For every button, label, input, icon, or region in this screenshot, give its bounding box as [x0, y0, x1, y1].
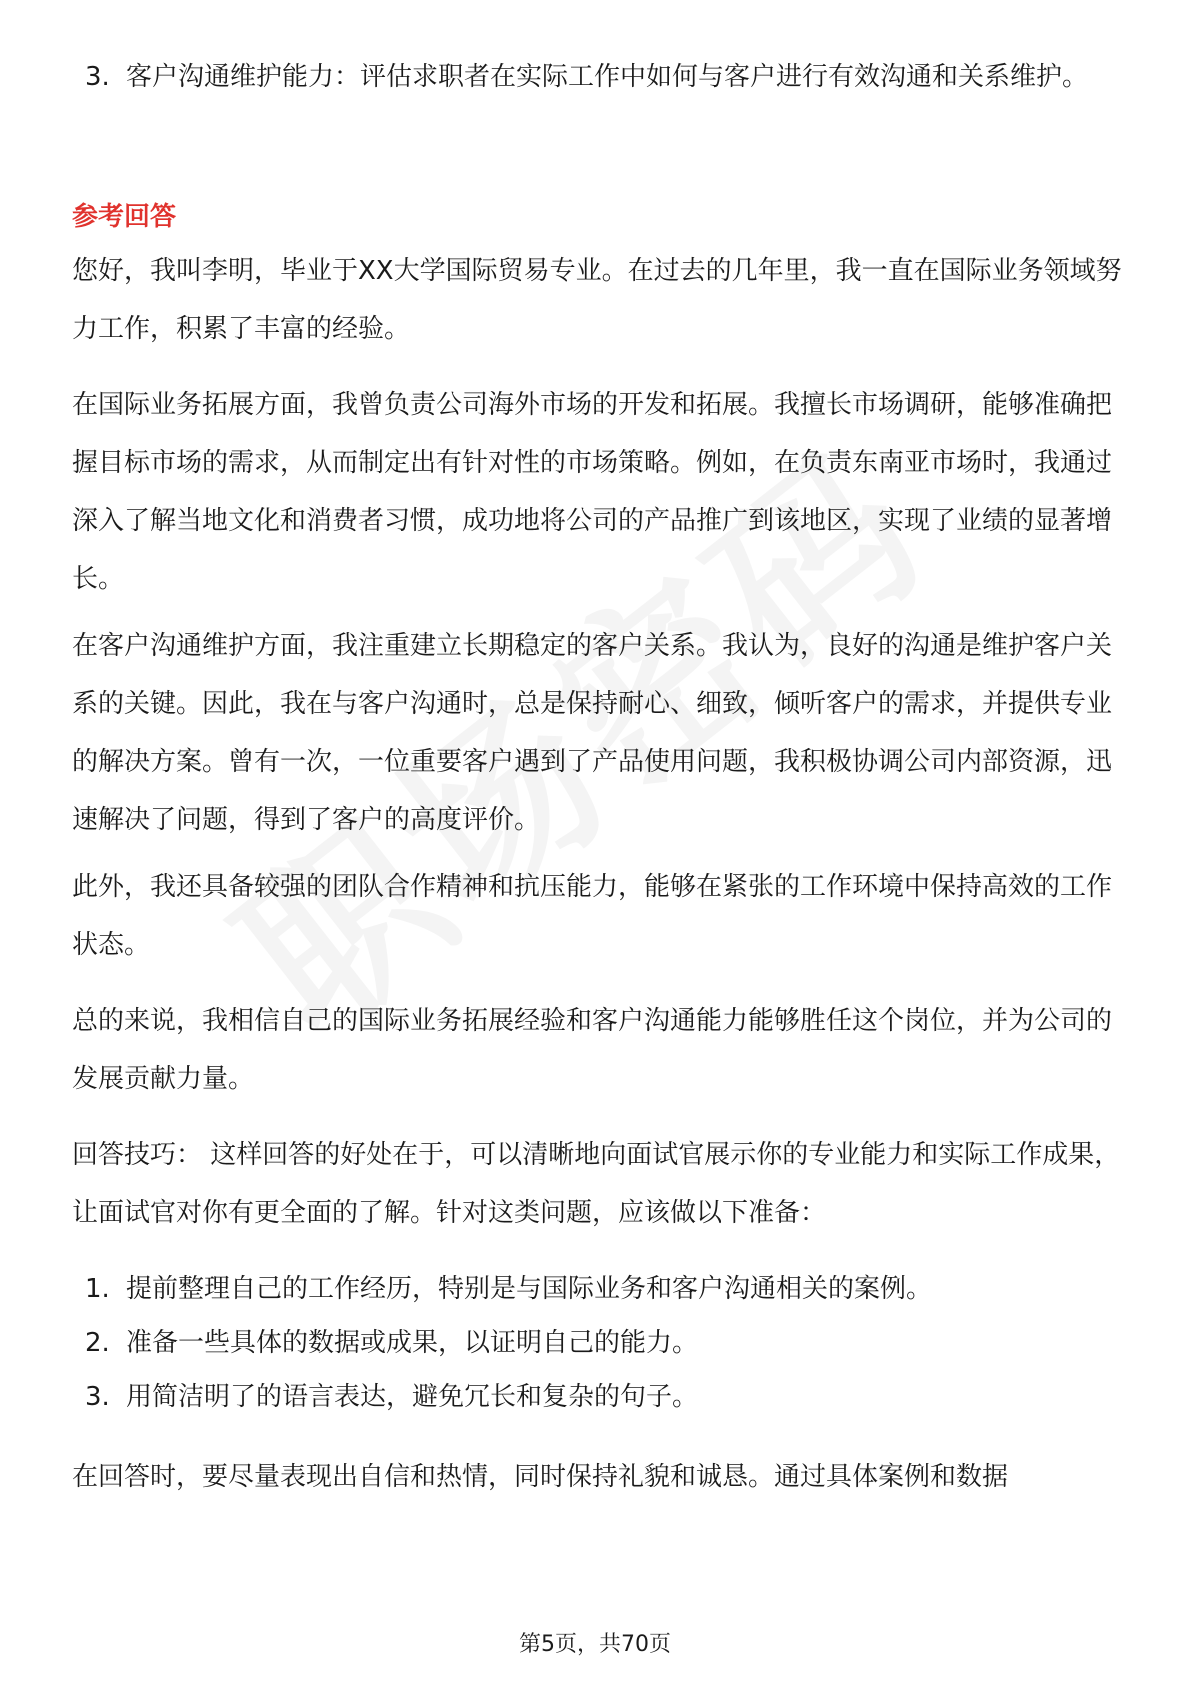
list-number: 1.: [85, 1274, 110, 1304]
requirement-item-3: [85, 48, 1135, 106]
list-item-text: 用简洁明了的语言表达，避免冗长和复杂的句子。: [126, 1382, 699, 1412]
tips-list-item: [85, 1314, 1135, 1372]
paragraph-client-communication: 在客户沟通维护方面，我注重建立长期稳定的客户关系。我认为，良好的沟通是维护客户关系的关键。因此，我在与客户沟通时，总是保持耐心、细致，倾听客户的需求，并提供专业的解决方案。曾有一次，一位重要客户遇到了产品使用问题，我积极协调公司内部资源，迅速解决了问题，得到了客户的高度评价。: [72, 631, 1113, 835]
list-number: 3.: [85, 1382, 110, 1412]
list-number: 2.: [85, 1328, 110, 1358]
tips-list-item: [85, 1260, 1135, 1318]
page-footer: 第5页，共70页: [519, 1632, 671, 1657]
list-number: 3.: [85, 62, 110, 92]
tips-list-item: [85, 1368, 1135, 1426]
paragraph-teamwork: 此外，我还具备较强的团队合作精神和抗压能力，能够在紧张的工作环境中保持高效的工作状态。: [72, 872, 1113, 960]
paragraph-summary: 总的来说，我相信自己的国际业务拓展经验和客户沟通能力能够胜任这个岗位，并为公司的发展贡献力量。: [72, 1006, 1113, 1094]
list-item-text: 提前整理自己的工作经历，特别是与国际业务和客户沟通相关的案例。: [126, 1274, 933, 1304]
list-item-text: 准备一些具体的数据或成果，以证明自己的能力。: [126, 1328, 699, 1358]
list-item-text: 客户沟通维护能力：评估求职者在实际工作中如何与客户进行有效沟通和关系维护。: [126, 62, 1089, 92]
paragraph-intro: 您好，我叫李明，毕业于XX大学国际贸易专业。在过去的几年里，我一直在国际业务领域努力工作，积累了丰富的经验。: [72, 256, 1122, 344]
paragraph-business-expansion: 在国际业务拓展方面，我曾负责公司海外市场的开发和拓展。我擅长市场调研，能够准确把握目标市场的需求，从而制定出有针对性的市场策略。例如，在负责东南亚市场时，我通过深入了解当地文化和消费者习惯，成功地将公司的产品推广到该地区，实现了业绩的显著增长。: [72, 390, 1113, 594]
answer-heading: 参考回答: [72, 202, 177, 232]
paragraph-closing: 在回答时，要尽量表现出自信和热情，同时保持礼貌和诚恳。通过具体案例和数据: [72, 1462, 1009, 1492]
paragraph-answer-tips: 回答技巧： 这样回答的好处在于，可以清晰地向面试官展示你的专业能力和实际工作成果，让面试官对你有更全面的了解。针对这类问题，应该做以下准备：: [72, 1140, 1121, 1228]
